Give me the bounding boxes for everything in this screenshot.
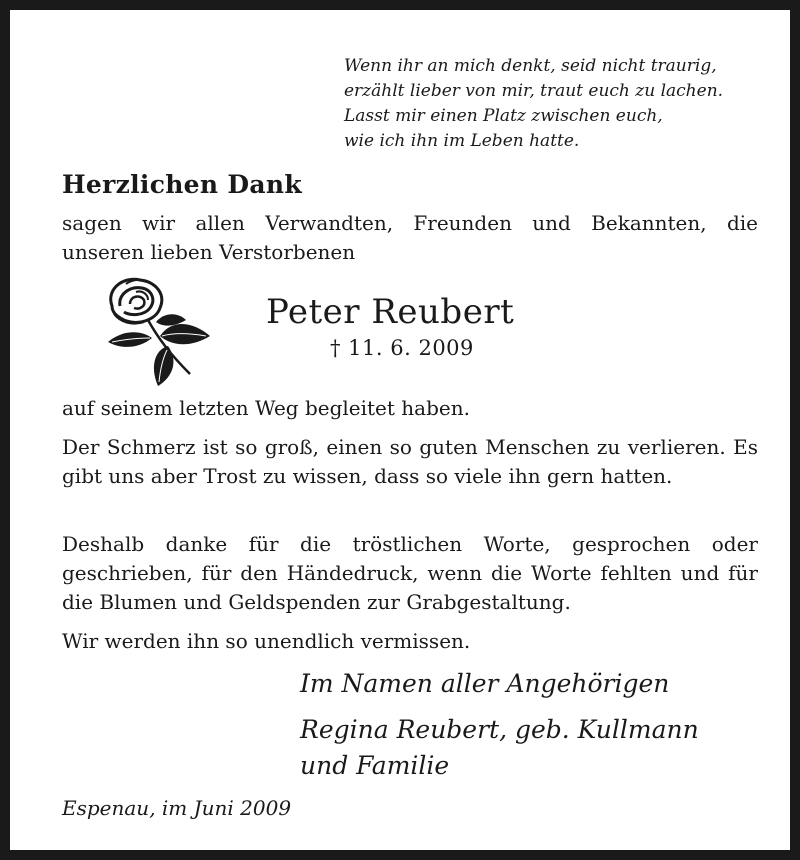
poem-line: erzählt lieber von mir, traut euch zu lachen. (344, 81, 724, 101)
place-and-date: Espenau, im Juni 2009 (62, 796, 292, 820)
signature-line-3: und Familie (300, 751, 450, 780)
poem (344, 54, 723, 154)
poem-line: Lasst mir einen Platz zwischen euch, (344, 106, 663, 126)
paragraph-1: auf seinem letzten Weg begleitet haben. (62, 396, 470, 420)
rose-icon (102, 276, 214, 388)
deceased-name: Peter Reubert (266, 292, 515, 332)
thanks-heading: Herzlichen Dank (62, 170, 302, 199)
signature-line-2: Regina Reubert, geb. Kullmann (300, 715, 699, 744)
poem-line: wie ich ihn im Leben hatte. (344, 131, 580, 151)
paragraph-4: Wir werden ihn so unendlich vermissen. (62, 629, 471, 653)
poem-line: Wenn ihr an mich denkt, seid nicht traurig, (344, 56, 717, 76)
death-date: † 11. 6. 2009 (330, 336, 474, 360)
paragraph-2: Der Schmerz ist so groß, einen so guten Menschen zu verlieren. Es gibt uns aber Trost zu wissen, dass so viele ihn gern hatten. (62, 435, 758, 488)
paragraph-3: Deshalb danke für die tröstlichen Worte, gesprochen oder geschrieben, für den Händedruck, wenn die Worte fehlten und für die Blumen und Geldspenden zur Grabgestaltung. (62, 532, 758, 614)
intro-line-2: unseren lieben Verstorbenen (62, 240, 356, 264)
intro-text (62, 209, 758, 267)
intro-line-1: sagen wir allen Verwandten, Freunden und Bekannten, die (62, 211, 758, 235)
signature-line-1: Im Namen aller Angehörigen (300, 669, 670, 698)
